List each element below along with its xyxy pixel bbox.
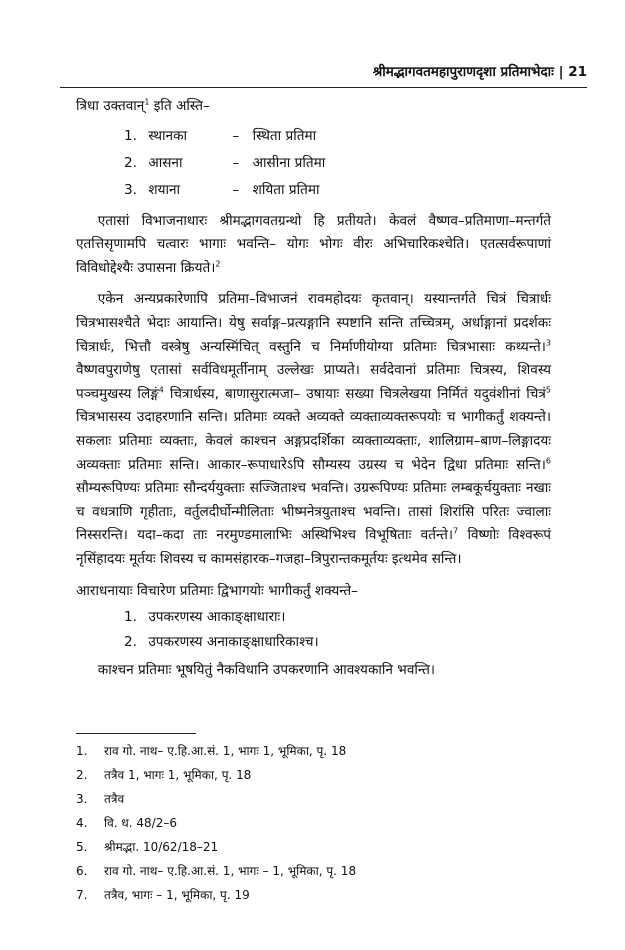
header-rule: [60, 87, 587, 88]
running-title: श्रीमद्भागवतमहापुराणदृशा प्रतिमाभेदाः: [372, 64, 554, 80]
paragraph-2: एकेन अन्यप्रकारेणापि प्रतिमा–विभाजनं रावमहोदयः कृतवान्। यस्यान्तर्गते चित्रं चित्रार्धः चित्रभासश्चैते भेदाः आयान्ति। येषु सर्वाङ्ग–प्रत्यङ्गानि स्पष्टानि सन्ति तच्चित्रम्, अर्धाङ्गानां प्रदर्शकः चित्रार्धः, भित्तौ वस्त्रेषु अन्यस्मिंचित् वस्तुनि च निर्माणीयोग्या प्रतिमाः चित्रभासाः कथ्यन्ते।$^3$ वैष्णवपुराणेषु एतासां सर्वविधमूर्तीनाम् उल्लेखः प्राप्यते। सर्वदेवानां प्रतिमाः चित्रस्य, शिवस्य पञ्चमुखस्य लिङ्गं$^4$ चित्रार्धस्य, बाणासुरात्मजा– उषायाः सख्या चित्रलेखया निर्मितं यदुवंशीनां चित्रं$^5$ चित्रभासस्य उदाहरणानि सन्ति। प्रतिमाः व्यक्ते अव्यक्ते व्यक्ताव्यक्तरूपयोः च भागीकर्तुं शक्यन्ते। सकलाः प्रतिमाः व्यक्ताः, केवलं काश्चन अङ्गप्रदर्शिका व्यक्ताव्यक्ताः, शालिग्राम–बाण–लिङ्गादयः अव्यक्ताः प्रतिमाः सन्ति। आकार–रूपाधारेऽपि सौम्यस्य उग्रस्य च भेदेन द्विधा प्रतिमाः सन्ति।$^6$ सौम्यरूपिण्यः प्रतिमाः सौन्दर्ययुक्ताः सज्जिताश्च भवन्ति। उग्ररूपिण्यः प्रतिमाः लम्बकूर्चयुक्ताः नखाः च वधत्राणि गृहीताः, वर्तुलदीर्घोन्मीलिताः भीष्मनेत्रयुताश्च भवन्ति। तासां शिरांसि परितः ज्वालाः निस्सरन्ति। यदा–कदा ताः नरमुण्डमालाभिः अस्थिभिश्च विभूषिताः वर्तन्ते।$^7$ विष्णोः विश्वरूपं नृसिंहादयः मूर्तयः शिवस्य च कामसंहारक–गजहा–त्रिपुरान्तकमूर्तयः इत्थमेव सन्ति।: [76, 291, 551, 567]
aradhana-list: [124, 605, 551, 655]
footnotes: [76, 739, 551, 907]
list-item: 1. स्थानका – स्थिता प्रतिमा: [124, 127, 317, 144]
paragraph-3: आराधनायाः विचारेण प्रतिमाः द्विभागयोः भागीकर्तुं शक्यन्ते–: [76, 582, 358, 599]
list-item: 1. उपकरणस्य आकाङ्क्षाधाराः।: [124, 609, 286, 626]
list-item: 2. आसना – आसीना प्रतिमा: [124, 154, 326, 171]
footnote-ref-4: 4: [158, 385, 164, 395]
footnote: 3. तत्रैव: [76, 792, 125, 806]
footnote-ref-3: 3: [545, 338, 551, 348]
footnote-ref-1: 1: [144, 97, 150, 107]
footnote: 7. तत्रैव, भागः – 1, भूमिका, पृ. 19: [76, 888, 250, 902]
paragraph-4: काश्चन प्रतिमाः भूषयितुं नैकविधानि उपकरणानि आवश्यकानि भवन्ति।: [97, 662, 436, 679]
footnote-ref-7: 7: [453, 526, 459, 536]
paragraph-1: एतासां विभाजनाधारः श्रीमद्भागवतग्रन्थो हि प्रतीयते। केवलं वैष्णव–प्रतिमाणा–मन्तर्गते एतत्तिसृणामपि चत्वारः भागाः भवन्ति– योगः भोगः वीरः अभिचारिकश्चेति। एतत्सर्वरूपाणां विविधोद्देश्यैः उपासना क्रियते।$^2$: [76, 212, 551, 276]
footnote: 2. तत्रैव 1, भागः 1, भूमिका, पृ. 18: [76, 768, 252, 782]
header-separator: |: [558, 64, 564, 80]
footnote: 5. श्रीमद्भा. 10/62/18–21: [76, 840, 219, 854]
posture-list: [124, 123, 551, 204]
footnote-ref-6: 6: [545, 456, 551, 465]
footnote: 6. राव गो. नाथ– ए.हि.आ.सं. 1, भागः – 1, भूमिका, पृ. 18: [76, 864, 357, 878]
page-number: 21: [568, 64, 587, 80]
list-item: 2. उपकरणस्य अनाकाङ्क्षाधारिकाश्च।: [124, 634, 319, 651]
footnote: 4. वि. ध. 48/2–6: [76, 816, 177, 830]
footnote: 1. राव गो. नाथ– ए.हि.आ.सं. 1, भागः 1, भूमिका, पृ. 18: [76, 744, 347, 758]
list-item: 3. शयाना – शयिता प्रतिमा: [124, 181, 320, 198]
footnote-ref-5: 5: [545, 385, 551, 395]
running-header: [60, 62, 587, 80]
footnote-rule: [76, 733, 196, 734]
page-body: [76, 95, 551, 683]
footnote-ref-2: 2: [215, 259, 221, 269]
intro-line: त्रिधा उक्तवान्$^1$ इति अस्ति–: [76, 97, 210, 114]
